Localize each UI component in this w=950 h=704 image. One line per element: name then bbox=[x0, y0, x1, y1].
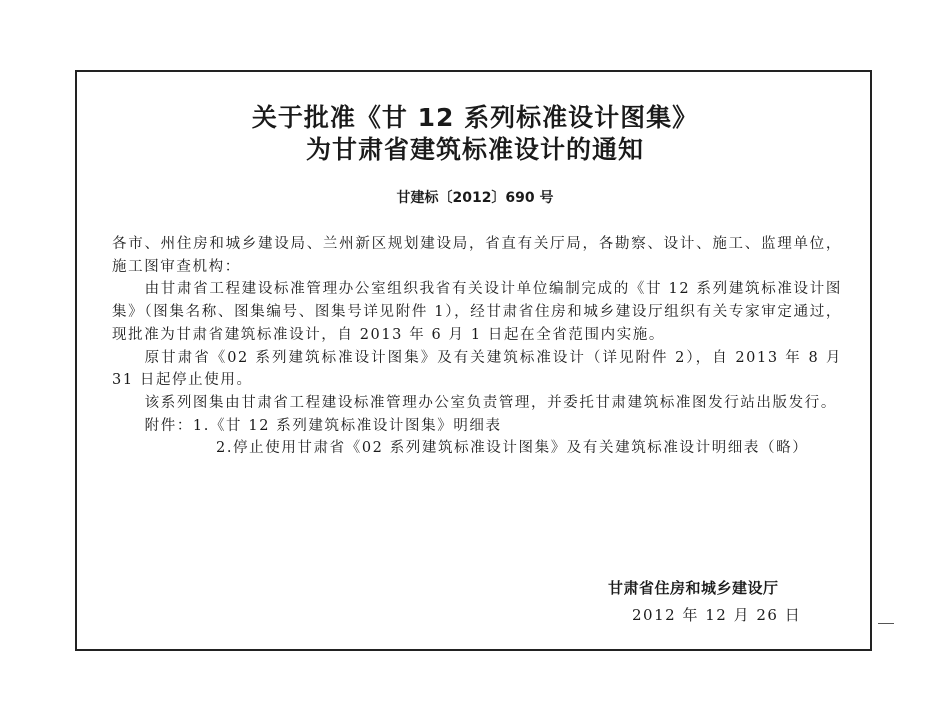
discontinuation-paragraph: 原甘肃省《02 系列建筑标准设计图集》及有关建筑标准设计（详见附件 2），自 2013 年 8 月 31 日起停止使用。 bbox=[112, 349, 842, 389]
issue-date: 2012 年 12 月 26 日 bbox=[632, 606, 802, 624]
notice-body bbox=[112, 233, 842, 460]
notice-title-line-2: 为甘肃省建筑标准设计的通知 bbox=[305, 135, 644, 164]
issuing-organization: 甘肃省住房和城乡建设厅 bbox=[608, 579, 779, 597]
management-paragraph: 该系列图集由甘肃省工程建设标准管理办公室负责管理，并委托甘肃建筑标准图发行站出版发行。 bbox=[144, 394, 837, 411]
scan-edge-mark bbox=[878, 623, 894, 624]
document-number: 甘建标〔2012〕690 号 bbox=[396, 190, 554, 206]
attachment-line-1: 附件：1.《甘 12 系列建筑标准设计图集》明细表 bbox=[144, 417, 502, 434]
attachment-line-2: 2.停止使用甘肃省《02 系列建筑标准设计图集》及有关建筑标准设计明细表（略） bbox=[216, 440, 809, 457]
notice-title-line-1: 关于批准《甘 12 系列标准设计图集》 bbox=[251, 103, 699, 132]
addressee-paragraph: 各市、州住房和城乡建设局、兰州新区规划建设局，省直有关厅局，各勘察、设计、施工、监理单位，施工图审查机构： bbox=[112, 236, 842, 275]
approval-paragraph: 由甘肃省工程建设标准管理办公室组织我省有关设计单位编制完成的《甘 12 系列建筑标准设计图集》（图集名称、图集编号、图集号详见附件 1），经甘肃省住房和城乡建设厅组织有关专家审定通过，现批准为甘肃省建筑标准设计，自 2013 年 6 月 1 日起在全省范围内实施。 bbox=[112, 281, 842, 343]
